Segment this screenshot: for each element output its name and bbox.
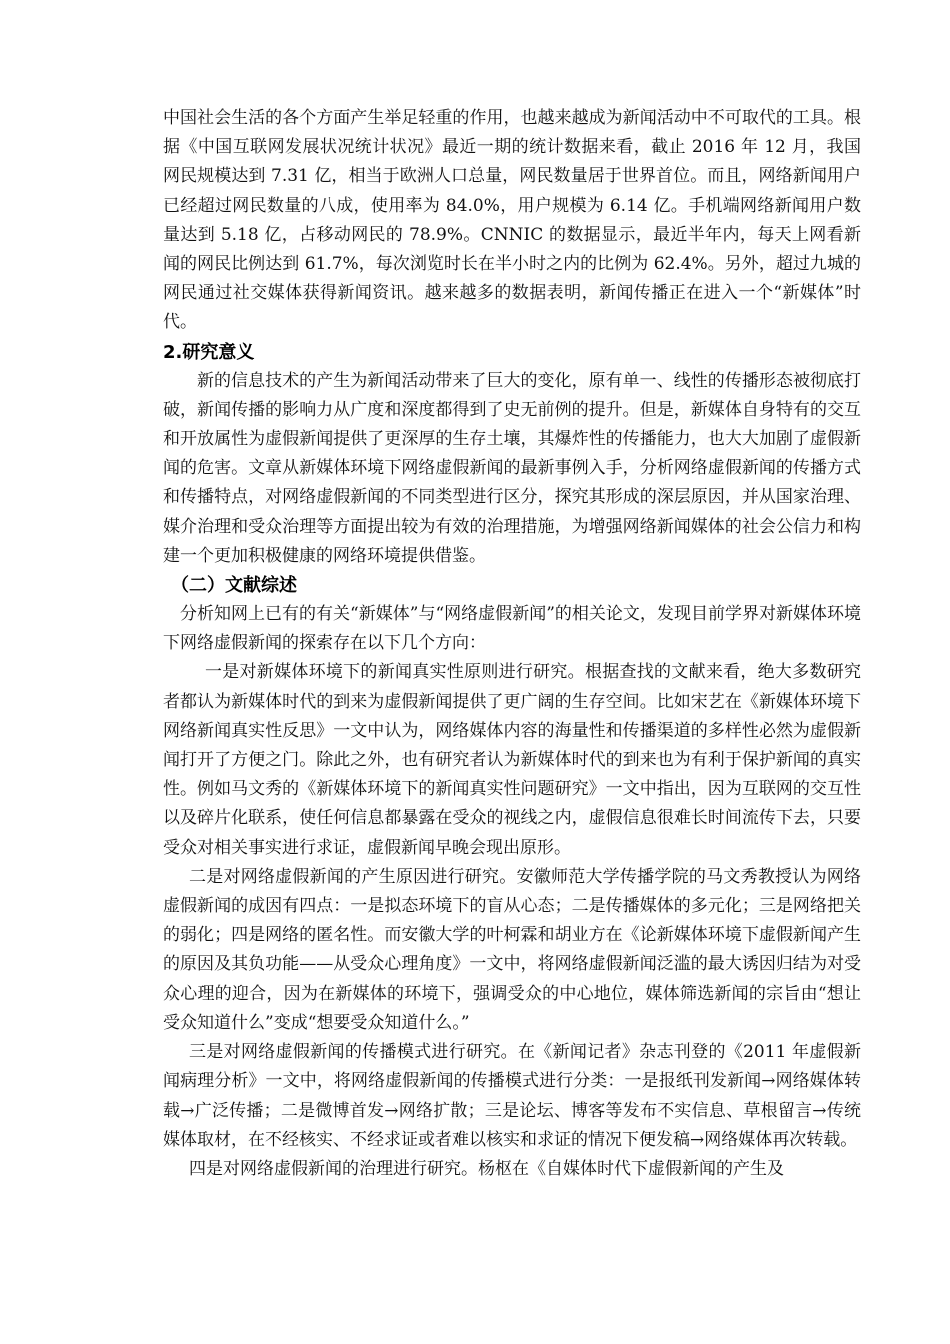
paragraph-direction-two: 二是对网络虚假新闻的产生原因进行研究。安徽师范大学传播学院的马文秀教授认为网络虚假新闻的成因有四点：一是拟态环境下的盲从心态；二是传播媒体的多元化；三是网络把关的弱化；四是网络的匿名性。而安徽大学的叶柯霖和胡业方在《论新媒体环境下虚假新闻产生的原因及其负功能——从受众心理角度》一文中，将网络虚假新闻泛滥的最大诱因归结为对受众心理的迎合，因为在新媒体的环境下，强调受众的中心地位，媒体筛选新闻的宗旨由“想让受众知道什么”变成“想要受众知道什么。” [163, 866, 861, 1033]
paragraph-research-significance: 新的信息技术的产生为新闻活动带来了巨大的变化，原有单一、线性的传播形态被彻底打破，新闻传播的影响力从广度和深度都得到了史无前例的提升。但是，新媒体自身特有的交互和开放属性为虚假新闻提供了更深厚的生存土壤，其爆炸性的传播能力，也大大加剧了虚假新闻的危害。文章从新媒体环境下网络虚假新闻的最新事例入手，分析网络虚假新闻的传播方式和传播特点，对网络虚假新闻的不同类型进行区分，探究其形成的深层原因，并从国家治理、媒介治理和受众治理等方面提出较为有效的治理措施，为增强网络新闻媒体的社会公信力和构建一个更加积极健康的网络环境提供借鉴。 [163, 370, 861, 566]
paragraph-direction-four: 四是对网络虚假新闻的治理进行研究。杨枢在《自媒体时代下虚假新闻的产生及 [189, 1158, 784, 1179]
paragraph-intro-statistics: 中国社会生活的各个方面产生举足轻重的作用，也越来越成为新闻活动中不可取代的工具。根据《中国互联网发展状况统计状况》最近一期的统计数据来看，截止 2016 年 12 月，我国网民规模达到 7.31 亿，相当于欧洲人口总量，网民数量居于世界首位。而且，网络新闻用户已经超过网民数量的八成，使用率为 84.0%，用户规模为 6.14 亿。手机端网络新闻用户数量达到 5.18 亿，占移动网民的 78.9%。CNNIC 的数据显示，最近半年内，每天上网看新闻的网民比例达到 61.7%，每次浏览时长在半小时之内的比例为 62.4%。另外，超过九城的网民通过社交媒体获得新闻资讯。越来越多的数据表明，新闻传播正在进入一个“新媒体”时代。 [163, 108, 861, 333]
document-page [163, 104, 861, 1184]
paragraph-literature-overview: 分析知网上已有的有关“新媒体”与“网络虚假新闻”的相关论文，发现目前学界对新媒体环境下网络虚假新闻的探索存在以下几个方向： [163, 604, 861, 654]
paragraph-direction-one: 一是对新媒体环境下的新闻真实性原则进行研究。根据查找的文献来看，绝大多数研究者都认为新媒体时代的到来为虚假新闻提供了更广阔的生存空间。比如宋艺在《新媒体环境下网络新闻真实性反思》一文中认为，网络媒体内容的海量性和传播渠道的多样性必然为虚假新闻打开了方便之门。除此之外，也有研究者认为新媒体时代的到来也为有利于保护新闻的真实性。例如马文秀的《新媒体环境下的新闻真实性问题研究》一文中指出，因为互联网的交互性以及碎片化联系，使任何信息都暴露在受众的视线之内，虚假信息很难长时间流传下去，只要受众对相关事实进行求证，虚假新闻早晚会现出原形。 [163, 662, 861, 858]
section-heading-research-significance: 2.研究意义 [163, 341, 255, 363]
section-heading-literature-review: （二）文献综述 [171, 575, 297, 597]
paragraph-direction-three: 三是对网络虚假新闻的传播模式进行研究。在《新闻记者》杂志刊登的《2011 年虚假新闻病理分析》一文中，将网络虚假新闻的传播模式进行分类：一是报纸刊发新闻→网络媒体转载→广泛传播；二是微博首发→网络扩散；三是论坛、博客等发布不实信息、草根留言→传统媒体取材，在不经核实、不经求证或者难以核实和求证的情况下便发稿→网络媒体再次转载。 [163, 1042, 861, 1150]
